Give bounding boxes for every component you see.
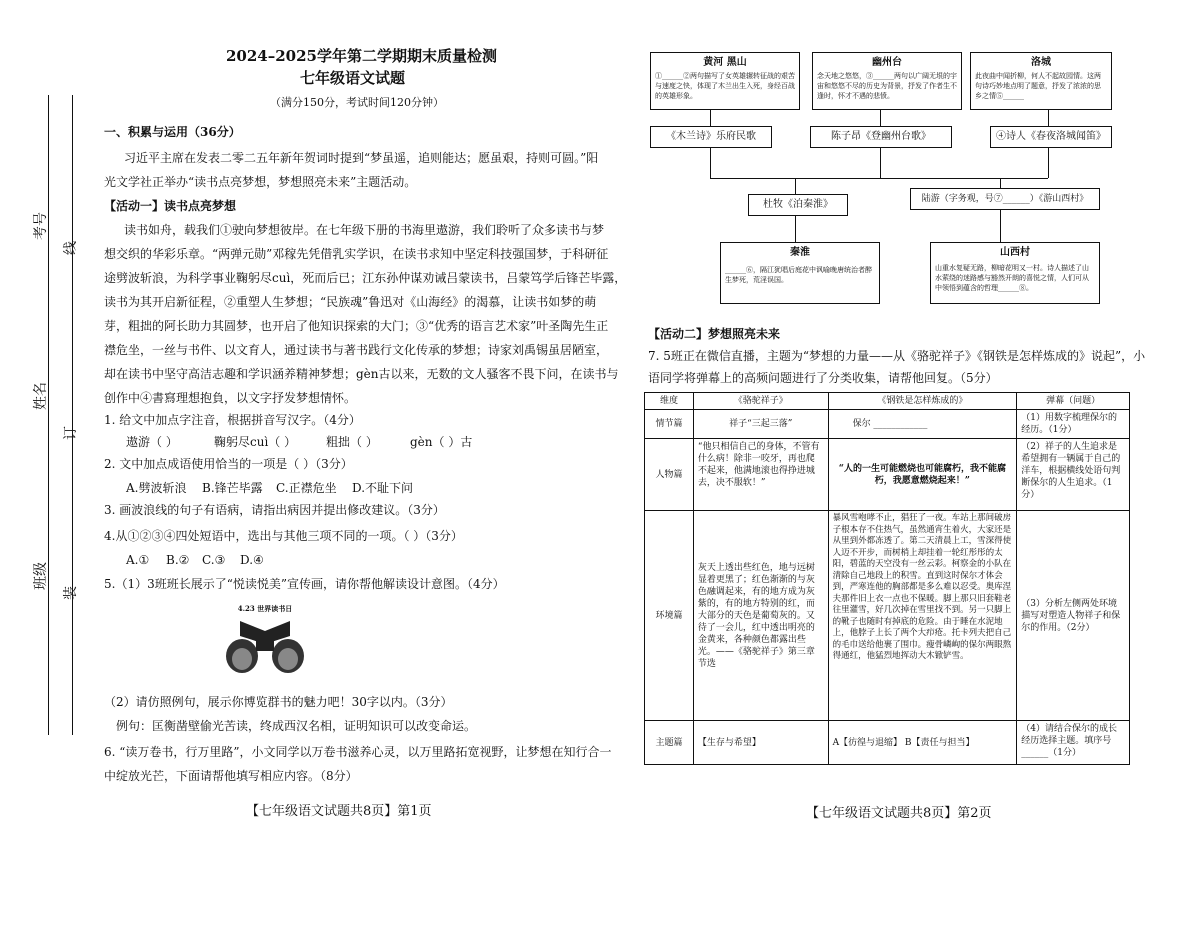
connector [1000,210,1001,242]
q1-item: 遨游（ ） [126,435,178,449]
map-box-qinhuai [720,242,880,304]
passage-line: 却在读书中坚守高洁志趣和学识涵养精神梦想；gèn古以来，无数的文人骚客不畏下问，在读书与 [104,367,619,381]
table-row [645,721,1130,765]
map-box-mulanshi [650,126,772,148]
q1-item: 粗拙（ ） [326,435,378,449]
passage-line: 芽，粗拙的阿长助力其圆梦，也开启了他知识探索的大门；③“优秀的语言艺术家”叶圣陶先生正 [104,319,609,333]
map-desc: ①______②两句描写了女英雄辗转征战的艰苦与速度之快，体现了木兰出生入死，身经百战的英雄形象。 [655,72,795,100]
side-label-zhuang: 装 [63,586,79,600]
row-question-cell: （3）分析左侧两处环境描写对塑造人物祥子和保尔的作用。（2分） [1017,511,1130,721]
table-header-row [645,393,1130,410]
map-desc: 念天地之悠悠，③______两句以广阔无垠的宇宙和悠悠不尽的历史为背景，抒发了作者生不逢时，怀才不遇的悲愤。 [817,72,957,100]
row-dimension: 人物篇 [645,439,694,511]
question-6-line-2: 中绽放光芒，下面请帮他填写相应内容。（8分） [104,769,358,783]
row-steel-cell: 保尔 ____________ [828,410,1017,439]
row-camel-cell: 【生存与希望】 [693,721,828,765]
row-question-cell: （4）请结合保尔的成长经历选择主题。填序号______（1分） [1017,721,1130,765]
side-label-xingming: 姓名 [33,382,49,410]
question-5b: （2）请仿照例句，展示你博览群书的魅力吧！30字以内。（3分） [104,695,453,709]
map-label: 《木兰诗》乐府民歌 [666,131,756,142]
side-label-ding: 订 [63,426,79,440]
side-label-banji: 班级 [33,562,49,590]
q2-option: A.劈波斩浪 [126,481,187,495]
q4-option: B.② [166,553,190,567]
map-box-luyou [910,188,1100,210]
map-box-luocheng [970,52,1112,110]
connector [795,178,796,194]
map-label: 杜牧《泊秦淮》 [763,199,833,210]
q2-option: C.正襟危坐 [276,481,337,495]
question-5: 5.（1）3班班长展示了“悦读悦美”宣传画，请你帮他解读设计意图。（4分） [104,577,505,591]
connector [795,216,796,242]
map-desc: 此夜曲中闻折柳，何人不起故园情。这两句诗巧妙地点明了题意，抒发了浓浓的思乡之情⑤______ [975,72,1101,100]
intro-line-1: 习近平主席在发表二零二五年新年贺词时提到“梦虽遥，追则能达；愿虽艰，持则可圆。”阳 [124,151,599,165]
map-desc: 山重水复疑无路，柳暗花明又一村。诗人描述了山水萦绕的迷路感与豁然开朗的喜悦之情，人们可从中领悟到蕴含的哲理______⑧。 [935,264,1089,292]
table-row [645,410,1130,439]
connector [1048,110,1049,126]
row-dimension: 情节篇 [645,410,694,439]
row-camel-cell: “他只相信自己的身体，不管有什么病！除非一咬牙，再也爬不起来，他满地滚也得挣进城去，决不服软！” [693,439,828,511]
map-place: 幽州台 [872,57,902,68]
row-question-cell: （2）祥子的人生追求是希望拥有一辆属于自己的洋车，根据横线处语句判断保尔的人生追求。（1分） [1017,439,1130,511]
row-camel-cell: 灰天上透出些红色，地与远树显着更黑了；红色渐渐的与灰色融调起来，有的地方成为灰紫的，有的地方特别的红，而大部分的天色是葡萄灰的。又待了一会儿，红中透出明亮的金黄来，各种颜色都露出些光。——《骆驼祥子》第三章节选 [693,511,828,721]
q2-option: B.锋芒毕露 [202,481,263,495]
row-steel-cell: A【彷徨与退缩】 B【责任与担当】 [828,721,1017,765]
exam-title-year: 2024–2025学年第二学期期末质量检测 [226,47,497,65]
table-header: 《钢铁是怎样炼成的》 [828,393,1017,410]
q4-option: A.① [126,553,150,567]
question-2: 2. 文中加点成语使用恰当的一项是（ ）（3分） [104,457,353,471]
passage-line: 读书如舟，载我们①驶向梦想彼岸。在七年级下册的书海里遨游，我们聆听了众多读书与梦 [124,223,605,237]
exam-subtitle: （满分150分，考试时间120分钟） [270,96,444,109]
q1-item: 鞠躬尽cuì（ ） [214,435,297,449]
page-footer-2: 【七年级语文试题共8页】第2页 [806,806,992,821]
passage-line: 读书为其开启新征程，②重塑人生梦想；“民族魂”鲁迅对《山海经》的渴慕，让读书如梦的萌 [104,295,597,309]
page-footer-1: 【七年级语文试题共8页】第1页 [246,804,432,819]
row-steel-cell: 暴风雪咆哮不止，猖狂了一夜。车站上那间破房子根本存不住热气，虽然通宵生着火，大家还是从里到外都冻透了。第二天清晨上工，雪深得使人迈不开步，而树梢上却挂着一轮红彤彤的太阳，碧蓝的天空没有一丝云彩。柯察金的小队在清除自己地段上的积雪。直到这时保尔才体会到，严寒连他的胸部都是多么难以忍受。奥库涅夫那件旧上衣一点也不保暖。脚上那只旧套鞋老往里灌雪，好几次掉在雪里找不到。另一只脚上的靴子也随时有掉底的危险。由于睡在水泥地上，他脖子上长了两个大疖疮。托卡列夫把自己的毛巾送给他裹了围巾。瘦骨嶙峋的保尔两眼熬得通红，他猛烈地挥动大木锨铲雪。 [828,511,1017,721]
connector [1000,178,1001,188]
row-steel-cell: “人的一生可能燃烧也可能腐朽，我不能腐朽，我愿意燃烧起来！” [828,439,1017,511]
q1-item: gèn（ ）古 [410,435,473,449]
row-question-cell: （1）用数字梳理保尔的经历。（1分） [1017,410,1130,439]
table-row [645,439,1130,511]
row-dimension: 环境篇 [645,511,694,721]
passage-line: 想交织的华彩乐章。“两弹元勋”邓稼先凭借乳实学识，在读书求知中坚定科技强国梦，于科研征 [104,247,609,261]
question-7-line-1: 7. 5班正在微信直播，主题为“梦想的力量——从《骆驼祥子》《钢铁是怎样炼成的》说起”，小 [648,349,1146,363]
map-place: 黄河 黑山 [703,57,747,68]
map-place: 洛城 [1031,57,1051,68]
map-box-luocheng-poem [990,126,1112,148]
question-4: 4.从①②③④四处短语中，选出与其他三项不同的一项。（ ）（3分） [104,529,463,543]
map-label: 陈子昂《登幽州台歌》 [831,131,931,142]
section-heading: 一、积累与运用（36分） [104,125,241,139]
intro-line-2: 光文学社正举办“读书点亮梦想，梦想照亮未来”主题活动。 [104,175,417,189]
connector [710,110,711,126]
binding-line-left [48,95,49,735]
row-dimension: 主题篇 [645,721,694,765]
q4-option: D.④ [240,553,264,567]
q5-example: 例句：匡衡凿壁偷光苦读，终成西汉名相，证明知识可以改变命运。 [116,719,477,733]
question-1: 1. 给文中加点字注音，根据拼音写汉字。（4分） [104,413,361,427]
map-place: 秦淮 [790,247,810,258]
question-6-line-1: 6. “读万卷书，行万里路”，小文同学以万卷书滋养心灵，以万里路拓宽视野，让梦想在知行合一 [104,745,612,759]
map-box-youzhoutai [812,52,962,110]
exam-title-subject: 七年级语文试题 [300,69,406,87]
table-header: 《骆驼祥子》 [693,393,828,410]
row-camel-cell: 祥子“三起三落” [693,410,828,439]
connector [1048,148,1049,178]
q4-option: C.③ [202,553,226,567]
poster-caption: 4.23 世界读书日 [237,604,293,613]
question-3: 3. 画波浪线的句子有语病，请指出病因并提出修改建议。（3分） [104,503,445,517]
binoculars-book-icon [220,616,310,676]
passage-line: 途劈波斩浪，为科学事业鞠躬尽cuì，死而后已；江东孙仲谋劝诫吕蒙读书，吕蒙笃学后锋芒毕露， [104,271,627,285]
map-place: 山西村 [1000,247,1030,258]
activity-two-heading: 【活动二】梦想照亮未来 [648,327,781,341]
map-desc: ______⑥，隔江犹唱后庭花中讽喻晚唐统治者醉生梦死，荒淫误国。 [725,266,872,284]
reading-poster [220,604,310,676]
question-7-line-2: 语同学将弹幕上的高频问题进行了分类收集，请帮他回复。（5分） [648,371,998,385]
connector [710,148,711,178]
passage-line: 创作中④書寫理想抱負，以文字抒发梦想情怀。 [104,391,357,405]
side-label-xian: 线 [63,241,79,255]
map-box-chenziang [810,126,952,148]
passage-line: 襟危坐，一丝与书件、以文育人，通过读书与著书践行文化传承的梦想；诗家刘禹锡虽居陋室， [104,343,609,357]
map-box-dumu [748,194,848,216]
map-box-shanxicun [930,242,1100,304]
table-row [645,511,1130,721]
reading-table [644,392,1130,765]
table-header: 维度 [645,393,694,410]
connector [880,110,881,126]
connector [710,178,1048,179]
side-label-kaohao: 考号 [33,212,49,240]
map-label: ④诗人《春夜洛城闻笛》 [996,131,1106,142]
map-box-huanghe [650,52,800,110]
binding-line-right [72,95,73,735]
map-label: 陆游（字务观，号⑦______）《游山西村》 [921,194,1089,204]
activity-one-heading: 【活动一】读书点亮梦想 [104,199,237,213]
connector [880,148,881,178]
table-header: 弹幕（问题） [1017,393,1130,410]
q2-option: D.不耻下问 [352,481,414,495]
